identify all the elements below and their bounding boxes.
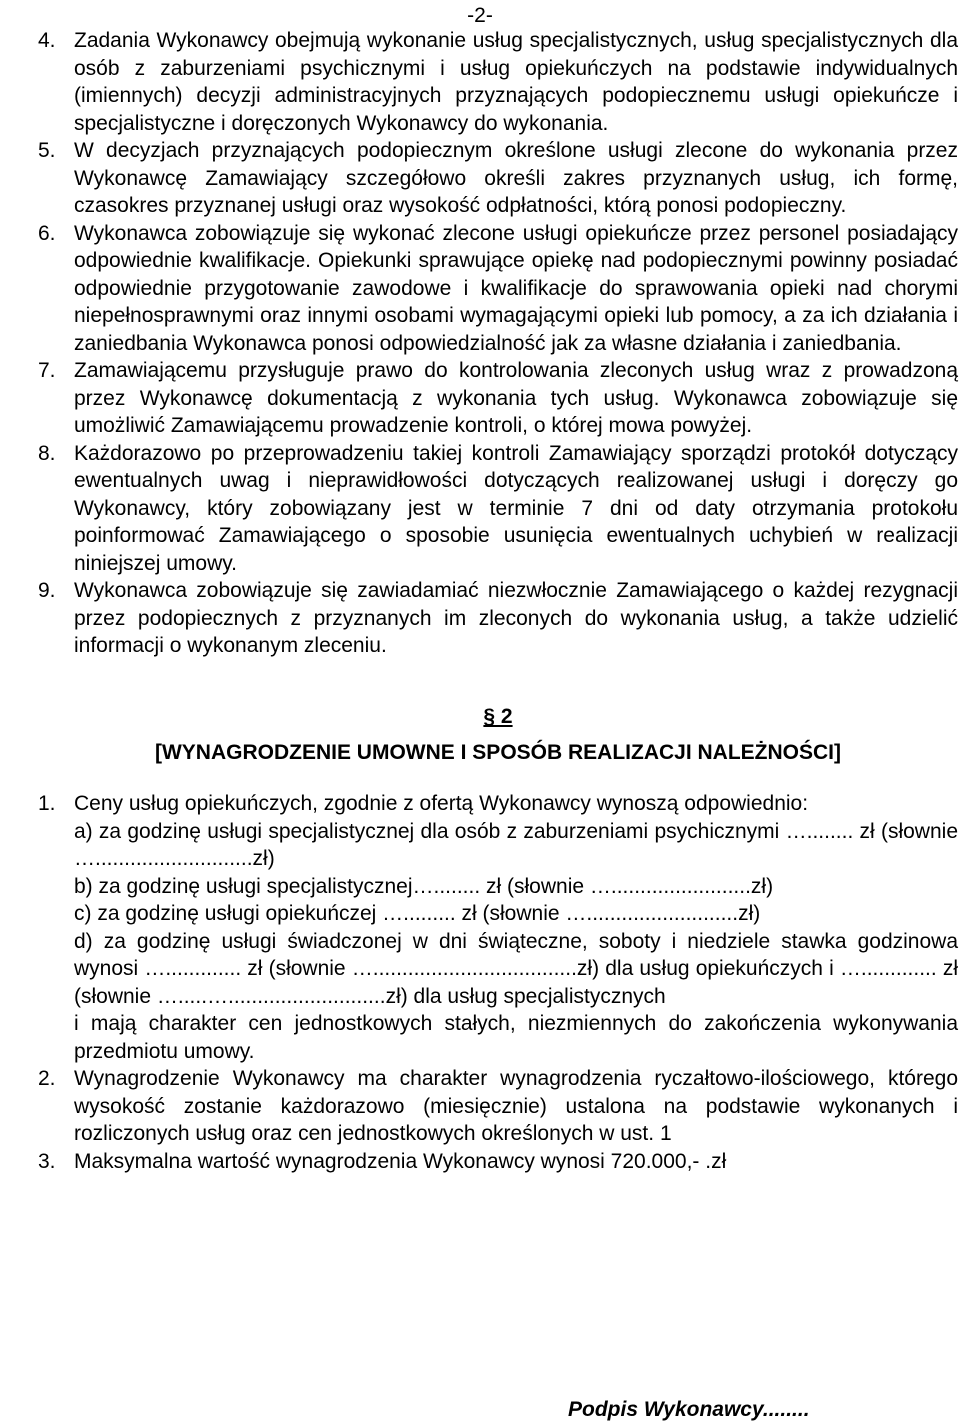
clause-text: Wykonawca zobowiązuje się zawiadamiać niezwłocznie Zamawiającego o każdej rezygnacji przez podopiecznych z przyznanych im zleconych do wykonania usług, a także udzielić informacji o wykonanym zleceniu. [74,579,958,657]
clause-number: 3. [38,1149,56,1173]
clause-closing: i mają charakter cen jednostkowych stałych, niezmiennych do zakończenia wykonywania przedmiotu umowy. [74,1012,958,1063]
price-option-c: c) za godzinę usługi opiekuńczej …......... zł (słownie …..........................zł) [74,902,761,925]
clause-text: Wynagrodzenie Wykonawcy ma charakter wynagrodzenia ryczałtowo-ilościowego, którego wysokość zostanie każdorazowo (miesięcznie) ustalona na podstawie wykonanych i rozliczonych usług oraz cen jednostkowych określonych w ust. 1 [74,1067,958,1145]
spacer [38,660,958,688]
clause-number: 2. [38,1067,56,1090]
price-clause-1 [38,790,958,1065]
clause-number: 1. [38,792,56,815]
signature-line: Podpis Wykonawcy........ [568,1398,810,1421]
clause-number: 9. [38,579,56,602]
section-heading [38,703,958,766]
price-option-a: a) za godzinę usługi specjalistycznej dla osób z zaburzeniami psychicznymi …........ zł (słownie …...........................zł) [74,819,958,870]
clause-5 [38,137,958,220]
price-option-d: d) za godzinę usługi świadczonej w dni świąteczne, soboty i niedziele stawka godzinowa wynosi …............. zł (słownie …...................................zł) dla usług opiekuńczych i …............. zł (słownie ….....…...........................zł) dla usług specjalistycznych [74,929,958,1008]
clause-text: Zadania Wykonawcy obejmują wykonanie usług specjalistycznych, usług specjalistycznych dla osób z zaburzeniami psychicznymi i usług opiekuńczych na podstawie indywidualnych (imiennych) decyzji administracyjnych przyznających podopiecznemu usługi opiekuńcze i specjalistyczne i doręczonych Wykonawcy do wykonania. [74,29,958,135]
document-body [38,27,958,1175]
section-symbol: § 2 [483,705,513,728]
price-clause-3 [38,1148,958,1176]
clause-text: Maksymalna wartość wynagrodzenia Wykonawcy wynosi 720.000,- .zł [74,1149,727,1173]
clause-intro: Ceny usług opiekuńczych, zgodnie z ofertą Wykonawcy wynoszą odpowiednio: [74,792,809,815]
clause-number: 5. [38,139,56,162]
clause-body [74,790,958,1065]
clause-text: Wykonawca zobowiązuje się wykonać zlecone usługi opiekuńcze przez personel posiadający odpowiednie kwalifikacje. Opiekunki sprawujące opiekę nad podopiecznymi powinny posiadać odpowiednie przygotowanie zawodowe i kwalifikacje do sprawowania opieki nad chorymi niepełnosprawnymi oraz innymi osobami wymagającymi opieki lub pomocy, a za ich działania i zaniedbania Wykonawca ponosi odpowiedzialność jak za własne działania i zaniedbania. [74,221,958,355]
clause-text: W decyzjach przyznających podopiecznym określone usługi zlecone do wykonania przez Wykonawcę Zamawiający szczegółowo określi zakres przyznanych usług, ich formę, czasokres przyznanej usługi oraz wysokość odpłatności, którą ponosi podopieczny. [74,139,958,217]
clause-8 [38,440,958,578]
section-title: [WYNAGRODZENIE UMOWNE I SPOSÓB REALIZACJI NALEŻNOŚCI] [154,740,841,764]
clause-number: 4. [38,29,56,52]
clause-number: 6. [38,221,56,245]
clause-4 [38,27,958,137]
clause-text: Zamawiającemu przysługuje prawo do kontrolowania zleconych usług wraz z prowadzoną przez Wykonawcę dokumentacją z wykonania tych usług. Wykonawca zobowiązuje się umożliwić Zamawiającemu prowadzenie kontroli, o której mowa powyżej. [74,359,958,437]
price-clause-2 [38,1065,958,1148]
clause-number: 8. [38,441,56,465]
clause-9 [38,577,958,660]
page-number: -2- [467,4,493,27]
clause-text: Każdorazowo po przeprowadzeniu takiej kontroli Zamawiający sporządzi protokół dotyczący ewentualnych uwag i nieprawidłowości dotyczących realizowanej usługi i doręczy go Wykonawcy, który zobowiązany jest w terminie 7 dni od daty otrzymania protokołu poinformować Zamawiającego o sposobie usunięcia ewentualnych uchybień w realizacji niniejszej umowy. [74,441,958,575]
clause-number: 7. [38,359,56,382]
price-option-b: b) za godzinę usługi specjalistycznej…........ zł (słownie …........................zł) [74,874,774,898]
clause-6 [38,220,958,358]
clause-7 [38,357,958,440]
